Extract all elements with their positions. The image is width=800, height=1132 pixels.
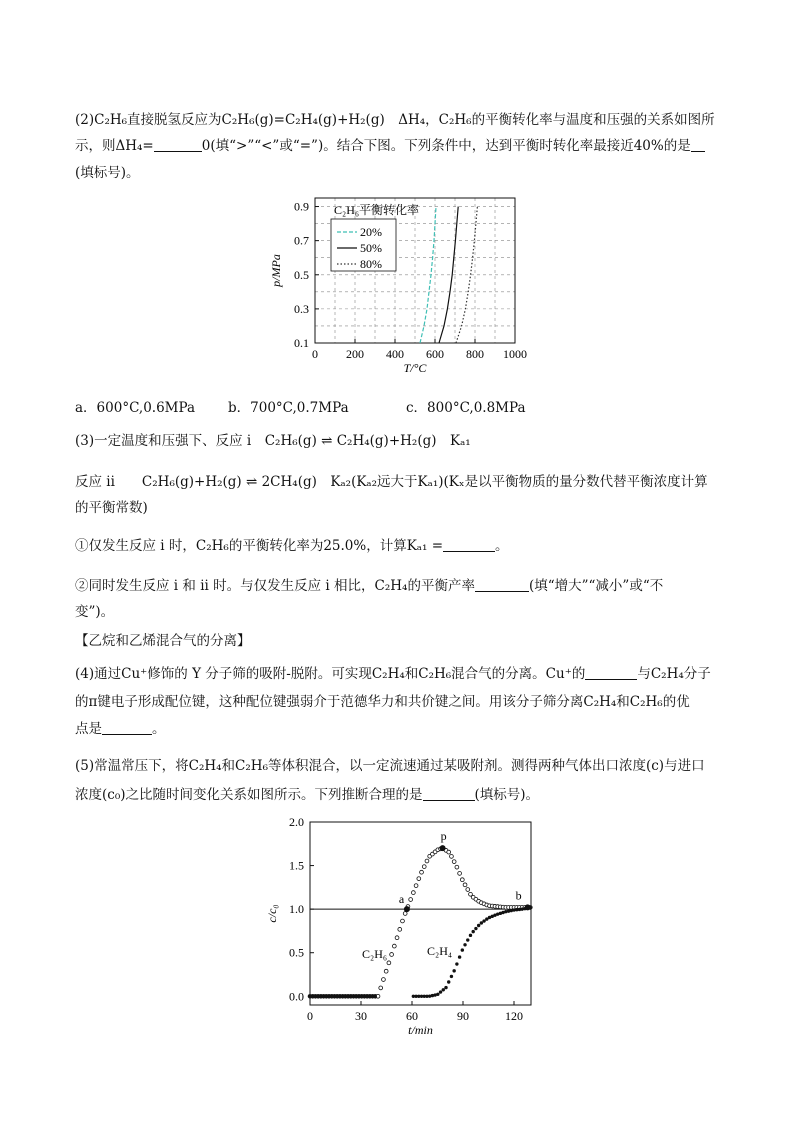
series-line-1: [420, 207, 436, 343]
data-point-c2h6: [403, 912, 407, 916]
data-point-c2h6: [411, 891, 415, 895]
data-point-c2h6: [422, 865, 426, 869]
q3-text-d: (填“增大”“减小”或“不: [528, 578, 664, 594]
data-point-c2h6: [390, 953, 394, 957]
y-tick-label: 0.7: [294, 233, 309, 248]
data-point-c2h4: [461, 948, 464, 951]
y-tick-label: 0.3: [294, 301, 309, 316]
q3-line-2: 反应 ii C₂H₆(g)+H₂(g) ⇌ 2CH₄(g) Kₐ₂(Kₐ₂远大于Kₐ₁)(Kₓ是以平衡物质的量分数代替平衡浓度计算: [75, 474, 708, 490]
marked-point-a: [404, 906, 410, 912]
data-point-c2h6: [379, 986, 383, 990]
x-tick-label: 90: [457, 1009, 469, 1023]
legend-label: 50%: [360, 241, 382, 255]
conversion-chart: [262, 188, 542, 388]
marked-point-p: [440, 845, 446, 851]
x-tick-label: 0: [307, 1009, 313, 1023]
answer-blank[interactable]: [102, 720, 152, 735]
y-tick-label: 1.5: [289, 858, 304, 873]
option-b: b．700°C,0.7MPa: [228, 400, 349, 416]
x-tick-label: 120: [505, 1009, 523, 1023]
section-heading: 【乙烷和乙烯混合气的分离】: [75, 633, 251, 649]
data-point-c2h6: [395, 936, 399, 940]
data-point-c2h4: [480, 921, 483, 924]
y-axis-label: c/c₀: [265, 904, 279, 923]
data-point-c2h4: [450, 975, 453, 978]
x-axis-label: t/min: [408, 1023, 433, 1037]
data-point-c2h4: [474, 927, 477, 930]
answer-blank[interactable]: [585, 665, 637, 680]
option-c: c．800°C,0.8MPa: [406, 400, 526, 416]
q5-line-2: [75, 785, 539, 805]
data-point-c2h4: [447, 980, 450, 983]
q3-text-b: 。: [495, 538, 509, 554]
data-point-c2h6: [401, 919, 405, 923]
q4-line-2: 的π键电子形成配位键，这种配位键强弱介于范德华力和共价键之间。用该分子筛分离C₂H₄和C₂H₆的优: [75, 694, 690, 710]
data-point-c2h6: [452, 860, 456, 864]
legend-label: 80%: [360, 257, 382, 271]
answer-blank[interactable]: [443, 537, 495, 552]
data-point-c2h4: [444, 986, 447, 989]
q5-text-b: (填标号)。: [474, 787, 540, 803]
x-tick-label: 400: [386, 347, 404, 361]
data-point-c2h6: [409, 898, 413, 902]
q3-line-1: (3)一定温度和压强下、反应 i C₂H₆(g) ⇌ C₂H₄(g)+H₂(g) Kₐ₁: [75, 433, 471, 449]
data-point-c2h6: [463, 883, 467, 887]
data-point-c2h4: [458, 955, 461, 958]
data-point-c2h6: [417, 877, 421, 881]
x-tick-label: 1000: [503, 347, 527, 361]
x-tick-label: 0: [312, 347, 318, 361]
answer-blank[interactable]: [691, 137, 705, 152]
data-point-c2h4: [455, 962, 458, 965]
data-point-c2h4: [452, 969, 455, 972]
q3-text-a: ①仅发生反应 i 时，C₂H₆的平衡转化率为25.0%，计算Kₐ₁ =: [75, 538, 444, 554]
q2-text-b: 0(填“>”“<”或“=”)。结合下图。下列条件中，达到平衡时转化率最接近40%的是: [201, 138, 691, 154]
data-point-c2h6: [387, 961, 391, 965]
data-point-c2h4: [472, 930, 475, 933]
y-tick-label: 1.0: [289, 902, 304, 917]
data-point-c2h4: [439, 990, 442, 993]
series-label-c2h4: C₂H₄: [427, 944, 453, 958]
y-tick-label: 0.9: [294, 199, 309, 214]
breakthrough-chart: [258, 812, 548, 1044]
q3-line-4: [75, 536, 509, 556]
answer-blank[interactable]: [423, 786, 475, 801]
point-label: a: [398, 892, 405, 907]
y-tick-label: 0.5: [294, 267, 309, 282]
y-tick-label: 0.5: [289, 945, 304, 960]
data-point-c2h6: [384, 969, 388, 973]
series-label-c2h6: C₂H₆: [362, 947, 388, 961]
q3-text-c: ②同时发生反应 i 和 ii 时。与仅发生反应 i 相比，C₂H₄的平衡产率: [75, 578, 475, 594]
q3-line-3: 的平衡常数): [75, 500, 148, 516]
q4-line-1: [75, 664, 711, 684]
data-point-c2h6: [414, 884, 418, 888]
q4-text-a: (4)通过Cu⁺修饰的 Y 分子筛的吸附-脱附。可实现C₂H₄和C₂H₆混合气的分离。Cu⁺的: [75, 666, 586, 682]
q5-text-a: 浓度(c₀)之比随时间变化关系如图所示。下列推断合理的是: [75, 787, 423, 803]
data-point-c2h4: [463, 943, 466, 946]
data-point-c2h4: [482, 919, 485, 922]
x-tick-label: 600: [426, 347, 444, 361]
x-tick-label: 200: [346, 347, 364, 361]
q3-line-5: [75, 576, 663, 596]
data-point-c2h4: [436, 993, 439, 996]
data-point-c2h4: [477, 924, 480, 927]
option-a: a．600°C,0.6MPa: [75, 400, 196, 416]
y-tick-label: 0.0: [289, 989, 304, 1004]
q4-text-a: 点是: [75, 721, 102, 737]
data-point-c2h6: [466, 888, 470, 892]
legend-label: 20%: [360, 225, 382, 239]
q2-line-2: [75, 136, 705, 156]
y-tick-label: 0.1: [294, 336, 309, 350]
data-point-c2h6: [447, 850, 451, 854]
data-point-c2h4: [466, 938, 469, 941]
x-tick-label: 30: [355, 1009, 367, 1023]
answer-blank[interactable]: [154, 137, 202, 152]
legend-title: C₂H₆平衡转化率: [334, 203, 420, 217]
q4-text-b: 与C₂H₄分子: [637, 666, 711, 682]
q3-line-6: 变”)。: [75, 604, 115, 620]
x-tick-label: 60: [406, 1009, 418, 1023]
data-point-c2h6: [382, 978, 386, 982]
q2-line-3: (填标号)。: [75, 165, 140, 181]
data-point-c2h6: [460, 878, 464, 882]
data-point-c2h6: [392, 944, 396, 948]
data-point-c2h6: [420, 870, 424, 874]
point-label: b: [515, 888, 522, 903]
data-point-c2h6: [398, 927, 402, 931]
answer-blank[interactable]: [475, 577, 529, 592]
x-axis-label: T/°C: [403, 361, 427, 375]
data-point-c2h6: [425, 859, 429, 863]
point-label: p: [440, 829, 447, 844]
data-point-c2h4: [374, 995, 377, 998]
x-tick-label: 800: [466, 347, 484, 361]
q2-line-1: (2)C₂H₆直接脱氢反应为C₂H₆(g)=C₂H₄(g)+H₂(g) ΔH₄，C₂H₆的平衡转化率与温度和压强的关系如图所: [75, 112, 715, 128]
data-point-c2h4: [469, 934, 472, 937]
q5-line-1: (5)常温常压下，将C₂H₄和C₂H₆等体积混合，以一定流速通过某吸附剂。测得两种气体出口浓度(c)与进口: [75, 758, 705, 774]
data-point-c2h4: [442, 988, 445, 991]
y-tick-label: 2.0: [289, 815, 304, 829]
q2-text-a: 示，则ΔH₄=: [75, 138, 154, 154]
marked-point-b: [525, 904, 531, 910]
q4-line-3: [75, 719, 166, 739]
q4-text-b: 。: [152, 721, 166, 737]
y-axis-label: p/MPa: [269, 254, 283, 287]
data-point-c2h6: [455, 865, 459, 869]
data-point-c2h6: [450, 855, 454, 859]
data-point-c2h6: [458, 872, 462, 876]
